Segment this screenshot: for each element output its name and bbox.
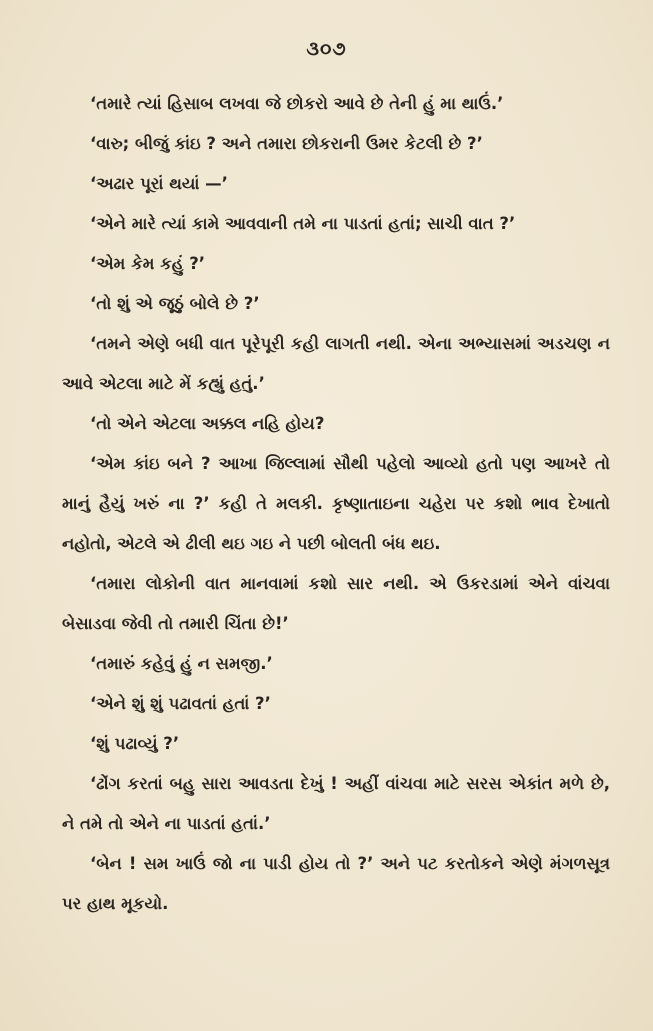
paragraph-5: ‘એમ કેમ કહું ?’ <box>90 254 206 273</box>
paragraph-7: ‘તમને એણે બધી વાત પૂરેપૂરી કહી લાગતી નથી. એના અભ્યાસમાં અડચણ ન આવે એટલા માટે મેં કહ્યું હતું.’ <box>62 334 610 393</box>
paragraph-4: ‘એને મારે ત્યાં કામે આવવાની તમે ના પાડતાં હતાં; સાચી વાત ?’ <box>90 214 516 233</box>
paragraph-11: ‘તમારું કહેવું હું ન સમજી.’ <box>90 654 273 673</box>
paragraph-10: ‘તમારા લોકોની વાત માનવામાં કશો સાર નથી. એ ઉકરડામાં એને વાંચવા બેસાડવા જેવી તો તમારી ચિંતા છે!’ <box>62 574 610 633</box>
paragraph-8: ‘તો એને એટલા અક્કલ નહિ હોય? <box>90 414 325 433</box>
paragraph-15: ‘બેન ! સમ ખાઉં જો ના પાડી હોય તો ?’ અને પટ કરતોકને એણે મંગળસૂત્ર પર હાથ મૂકયો. <box>62 854 610 913</box>
paragraph-1: ‘તમારે ત્યાં હિસાબ લખવા જે છોકરો આવે છે તેની હું મા થાઉં.’ <box>90 94 504 113</box>
page-body-text <box>62 84 610 924</box>
paragraph-6: ‘તો શું એ જૂઠું બોલે છે ?’ <box>90 294 260 313</box>
paragraph-12: ‘એને શું શું પઢાવતાં હતાં ?’ <box>90 694 271 713</box>
paragraph-14: ‘ઢોંગ કરતાં બહુ સારા આવડતા દેખું ! અહીં વાંચવા માટે સરસ એકાંત મળે છે, ને તમે તો એને ના પાડતાં હતાં.’ <box>62 774 610 833</box>
paragraph-9: ‘એમ કાંઇ બને ? આખા જિલ્લામાં સૌથી પહેલો આવ્યો હતો પણ આખરે તો માનું હૈયું ખરું ના ?’ કહી તે મલકી. કૃષ્ણાતાઇના ચહેરા પર કશો ભાવ દેખાતો નહોતો, એટલે એ ઢીલી થઇ ગઇ ને પછી બોલતી બંધ થઇ. <box>62 454 610 553</box>
page-number: ૩૦૭ <box>306 38 347 60</box>
paragraph-13: ‘શું પઢાવ્યું ?’ <box>90 734 180 753</box>
paragraph-2: ‘વારુ; બીજું કાંઇ ? અને તમારા છોકરાની ઉમર કેટલી છે ?’ <box>90 134 483 153</box>
paragraph-3: ‘અઢાર પૂરાં થયાં —’ <box>90 174 228 193</box>
